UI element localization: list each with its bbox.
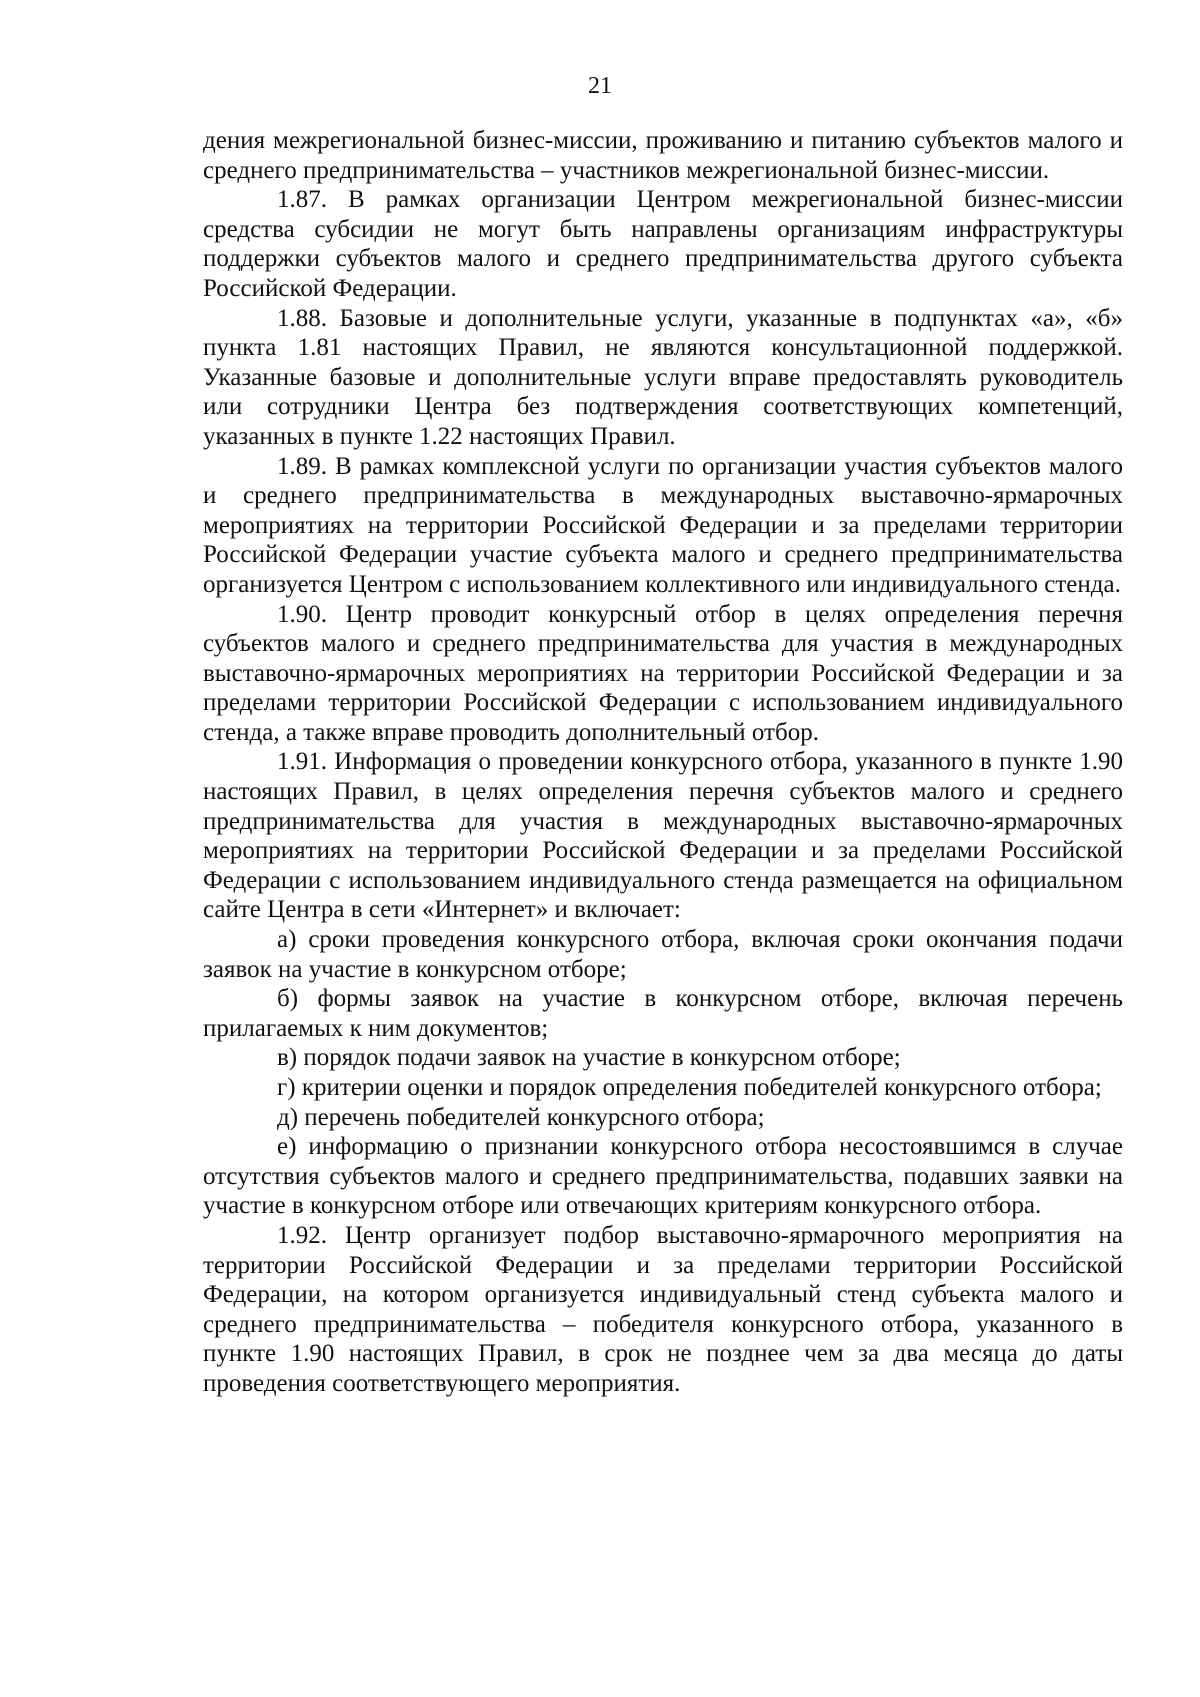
list-item-d: д) перечень победителей конкурсного отбора; [277, 1103, 765, 1131]
list-item-b: б) формы заявок на участие в конкурсном отборе, включая перечень прилагаемых к ним документов; [203, 985, 1123, 1042]
list-item-e: е) информацию о признании конкурсного отбора несостоявшимся в случае отсутствия субъектов малого и среднего предпринимательства, подавших заявки на участие в конкурсном отборе или отвечающих критериям конкурсного отбора. [203, 1133, 1123, 1220]
document-body [203, 126, 1123, 1399]
list-item-g: г) критерии оценки и порядок определения победителей конкурсного отбора; [277, 1074, 1102, 1101]
paragraph-1-92: 1.92. Центр организует подбор выставочно-ярмарочного мероприятия на территории Российской Федерации и за пределами территории Российской Федерации, на котором организуется индивидуальный стенд субъекта малого и среднего предпринимательства – победителя конкурсного отбора, указанного в пункте 1.90 настоящих Правил, в срок не позднее чем за два месяца до даты проведения соответствующего мероприятия. [203, 1221, 1123, 1397]
paragraph-1-88: 1.88. Базовые и дополнительные услуги, указанные в подпунктах «а», «б» пункта 1.81 настоящих Правил, не являются консультационной поддержкой. Указанные базовые и дополнительные услуги вправе предоставлять руководитель или сотрудники Центра без подтверждения соответствующих компетенций, указанных в пункте 1.22 настоящих Правил. [203, 304, 1123, 450]
paragraph-1-90: 1.90. Центр проводит конкурсный отбор в целях определения перечня субъектов малого и среднего предпринимательства для участия в международных выставочно-ярмарочных мероприятиях на территории Российской Федерации и за пределами территории Российской Федерации с использованием индивидуального стенда, а также вправе проводить дополнительный отбор. [203, 600, 1123, 746]
page-number: 21 [588, 73, 612, 99]
list-item-a: а) сроки проведения конкурсного отбора, включая сроки окончания подачи заявок на участие в конкурсном отборе; [203, 926, 1123, 983]
list-item-v: в) порядок подачи заявок на участие в конкурсном отборе; [277, 1044, 901, 1072]
paragraph-1-89: 1.89. В рамках комплексной услуги по организации участия субъектов малого и среднего предпринимательства в международных выставочно-ярмарочных мероприятиях на территории Российской Федерации и за пределами территории Российской Федерации участие субъекта малого и среднего предпринимательства организуется Центром с использованием коллективного или индивидуального стенда. [203, 452, 1123, 598]
paragraph-1-91: 1.91. Информация о проведении конкурсного отбора, указанного в пункте 1.90 настоящих Правил, в целях определения перечня субъектов малого и среднего предпринимательства для участия в международных выставочно-ярмарочных мероприятиях на территории Российской Федерации и за пределами Российской Федерации с использованием индивидуального стенда размещается на официальном сайте Центра в сети «Интернет» и включает: [203, 748, 1123, 924]
paragraph-continuation: дения межрегиональной бизнес-миссии, проживанию и питанию субъектов малого и среднего предпринимательства – участников межрегиональной бизнес-миссии. [203, 127, 1123, 184]
paragraph-1-87: 1.87. В рамках организации Центром межрегиональной бизнес-миссии средства субсидии не могут быть направлены организациям инфраструктуры поддержки субъектов малого и среднего предпринимательства другого субъекта Российской Федерации. [203, 186, 1123, 302]
